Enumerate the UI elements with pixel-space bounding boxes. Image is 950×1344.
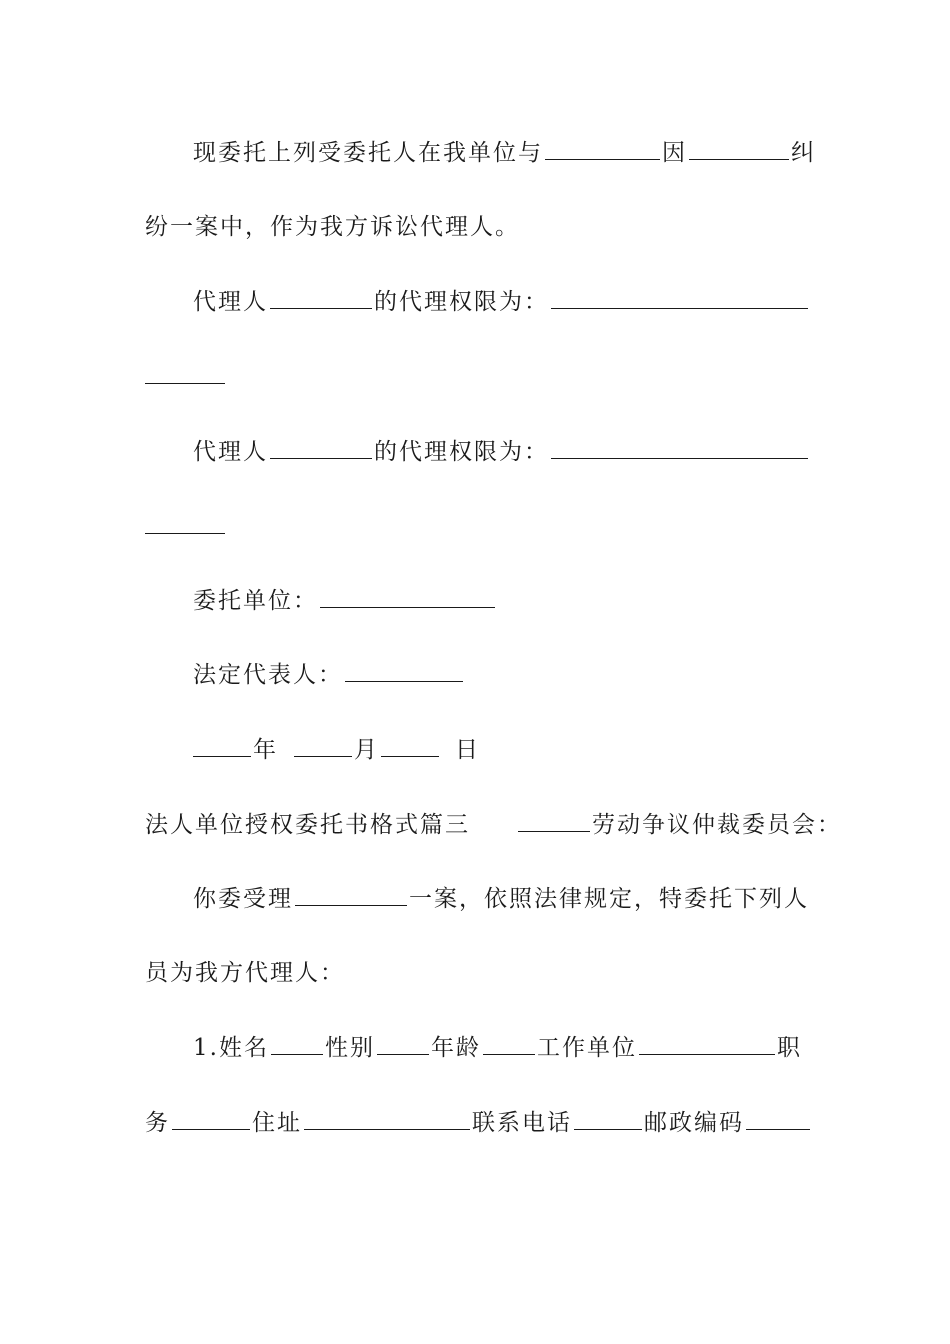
- month-label: 月: [354, 737, 379, 763]
- age-label: 年龄: [430, 1035, 481, 1061]
- phone-blank[interactable]: [574, 1107, 642, 1130]
- day-blank[interactable]: [381, 734, 439, 757]
- committee-blank[interactable]: [518, 809, 590, 832]
- agent1-authority-blank[interactable]: [551, 286, 808, 309]
- work-unit-label: 工作单位: [536, 1035, 637, 1061]
- delegation-paragraph-line1: [193, 136, 816, 170]
- name-label: 姓名: [218, 1035, 269, 1061]
- agent1-authority-continuation: [145, 360, 810, 394]
- authority-label: 的代理权限为：: [374, 289, 549, 315]
- delegation-paragraph-line2: [145, 210, 810, 244]
- client-unit-blank[interactable]: [320, 585, 495, 608]
- delegation-text: 现委托上列受委托人在我单位与: [193, 140, 543, 166]
- person1-line2: [145, 1106, 810, 1140]
- year-label: 年: [253, 737, 278, 763]
- cause-label: 因: [662, 140, 687, 166]
- agent1-authority-line: [193, 285, 810, 319]
- agent2-name-blank[interactable]: [270, 436, 372, 459]
- delegation-text-end: 纷一案中，作为我方诉讼代理人。: [145, 214, 520, 240]
- address-label: 住址: [252, 1110, 302, 1136]
- work-unit-blank[interactable]: [639, 1032, 775, 1055]
- case-intro-text: 你委受理: [193, 886, 293, 912]
- age-blank[interactable]: [483, 1032, 535, 1055]
- agent1-name-blank[interactable]: [270, 286, 372, 309]
- day-label: 日: [455, 737, 480, 763]
- agent2-authority-line: [193, 435, 810, 469]
- dispute-text-start: 纠: [791, 140, 816, 166]
- case-intro-line2: [145, 956, 810, 990]
- committee-label: 劳动争议仲裁委员会：: [592, 812, 842, 838]
- client-unit-label: 委托单位：: [193, 588, 318, 614]
- postcode-label: 邮政编码: [644, 1110, 744, 1136]
- duty-blank[interactable]: [172, 1107, 250, 1130]
- address-blank[interactable]: [304, 1107, 470, 1130]
- case-intro-text-end: 员为我方代理人：: [145, 960, 345, 986]
- postcode-blank[interactable]: [746, 1107, 810, 1130]
- phone-label: 联系电话: [472, 1110, 572, 1136]
- agent2-authority-blank-cont[interactable]: [145, 511, 225, 534]
- agent1-authority-blank-cont[interactable]: [145, 361, 225, 384]
- section-title: 法人单位授权委托书格式篇三: [145, 812, 470, 838]
- party-blank[interactable]: [545, 137, 660, 160]
- agent-label: 代理人: [193, 289, 268, 315]
- name-blank[interactable]: [271, 1032, 323, 1055]
- duty-label-end: 务: [145, 1110, 170, 1136]
- gender-blank[interactable]: [377, 1032, 429, 1055]
- case-blank[interactable]: [295, 883, 407, 906]
- person-number: 1.: [193, 1035, 219, 1061]
- client-unit-line: [193, 584, 810, 618]
- gender-label: 性别: [324, 1035, 375, 1061]
- cause-blank[interactable]: [689, 137, 789, 160]
- legal-rep-blank[interactable]: [345, 659, 463, 682]
- person1-line1: [193, 1031, 810, 1065]
- month-blank[interactable]: [294, 734, 352, 757]
- section-title-line: [145, 808, 842, 842]
- agent2-authority-blank[interactable]: [551, 436, 808, 459]
- agent-label: 代理人: [193, 439, 268, 465]
- case-intro-text-cont: 一案，依照法律规定，特委托下列人: [409, 886, 809, 912]
- duty-label-start: 职: [776, 1035, 802, 1061]
- date-line: [193, 733, 810, 767]
- case-intro-line1: [193, 882, 810, 916]
- agent2-authority-continuation: [145, 510, 810, 544]
- year-blank[interactable]: [193, 734, 251, 757]
- legal-rep-line: [193, 658, 810, 692]
- authority-label: 的代理权限为：: [374, 439, 549, 465]
- legal-rep-label: 法定代表人：: [193, 662, 343, 688]
